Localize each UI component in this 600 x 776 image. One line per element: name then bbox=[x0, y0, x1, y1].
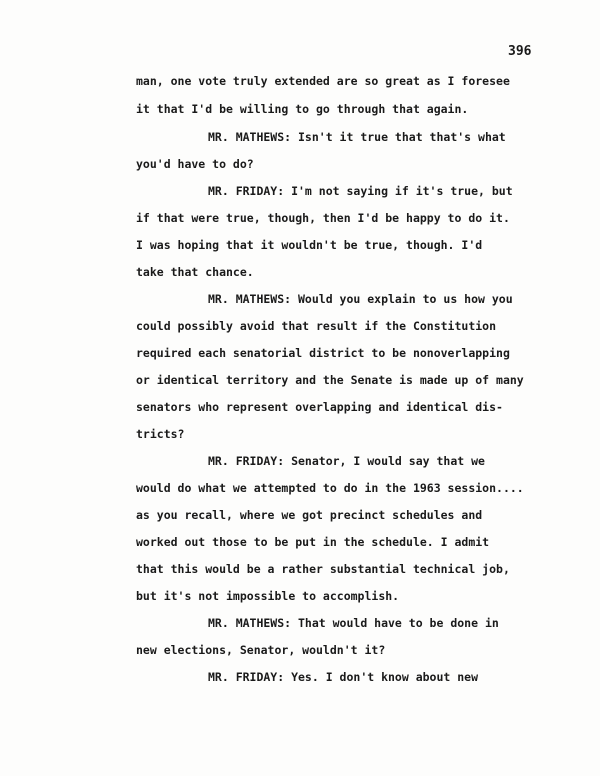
transcript-line: I was hoping that it wouldn't be true, though. I'd bbox=[136, 238, 483, 252]
transcript-line: could possibly avoid that result if the Constitution bbox=[136, 319, 497, 333]
transcript-line: would do what we attempted to do in the 1963 session.... bbox=[136, 481, 524, 495]
transcript-line: it that I'd be willing to go through that again. bbox=[136, 102, 469, 116]
transcript-line: you'd have to do? bbox=[136, 157, 254, 171]
transcript-line: MR. MATHEWS: That would have to be done in bbox=[208, 616, 499, 630]
transcript-line: that this would be a rather substantial technical job, bbox=[136, 562, 510, 576]
page-number: 396 bbox=[508, 44, 532, 59]
transcript-line: MR. FRIDAY: Senator, I would say that we bbox=[208, 454, 485, 468]
transcript-line: MR. MATHEWS: Would you explain to us how you bbox=[208, 292, 513, 306]
transcript-line: senators who represent overlapping and identical dis- bbox=[136, 400, 503, 414]
transcript-line: as you recall, where we got precinct schedules and bbox=[136, 508, 483, 522]
transcript-line: required each senatorial district to be nonoverlapping bbox=[136, 346, 510, 360]
transcript-line: MR. MATHEWS: Isn't it true that that's what bbox=[208, 130, 506, 144]
transcript-line: MR. FRIDAY: I'm not saying if it's true, but bbox=[208, 184, 513, 198]
transcript-line: worked out those to be put in the schedule. I admit bbox=[136, 535, 490, 549]
transcript-line: take that chance. bbox=[136, 265, 254, 279]
transcript-line: or identical territory and the Senate is made up of many bbox=[136, 373, 524, 387]
transcript-line: tricts? bbox=[136, 427, 185, 441]
transcript-line: but it's not impossible to accomplish. bbox=[136, 589, 400, 603]
transcript-line: new elections, Senator, wouldn't it? bbox=[136, 643, 386, 657]
transcript-line: man, one vote truly extended are so great as I foresee bbox=[136, 74, 510, 88]
transcript-line: MR. FRIDAY: Yes. I don't know about new bbox=[208, 670, 479, 684]
transcript-line: if that were true, though, then I'd be happy to do it. bbox=[136, 211, 510, 225]
